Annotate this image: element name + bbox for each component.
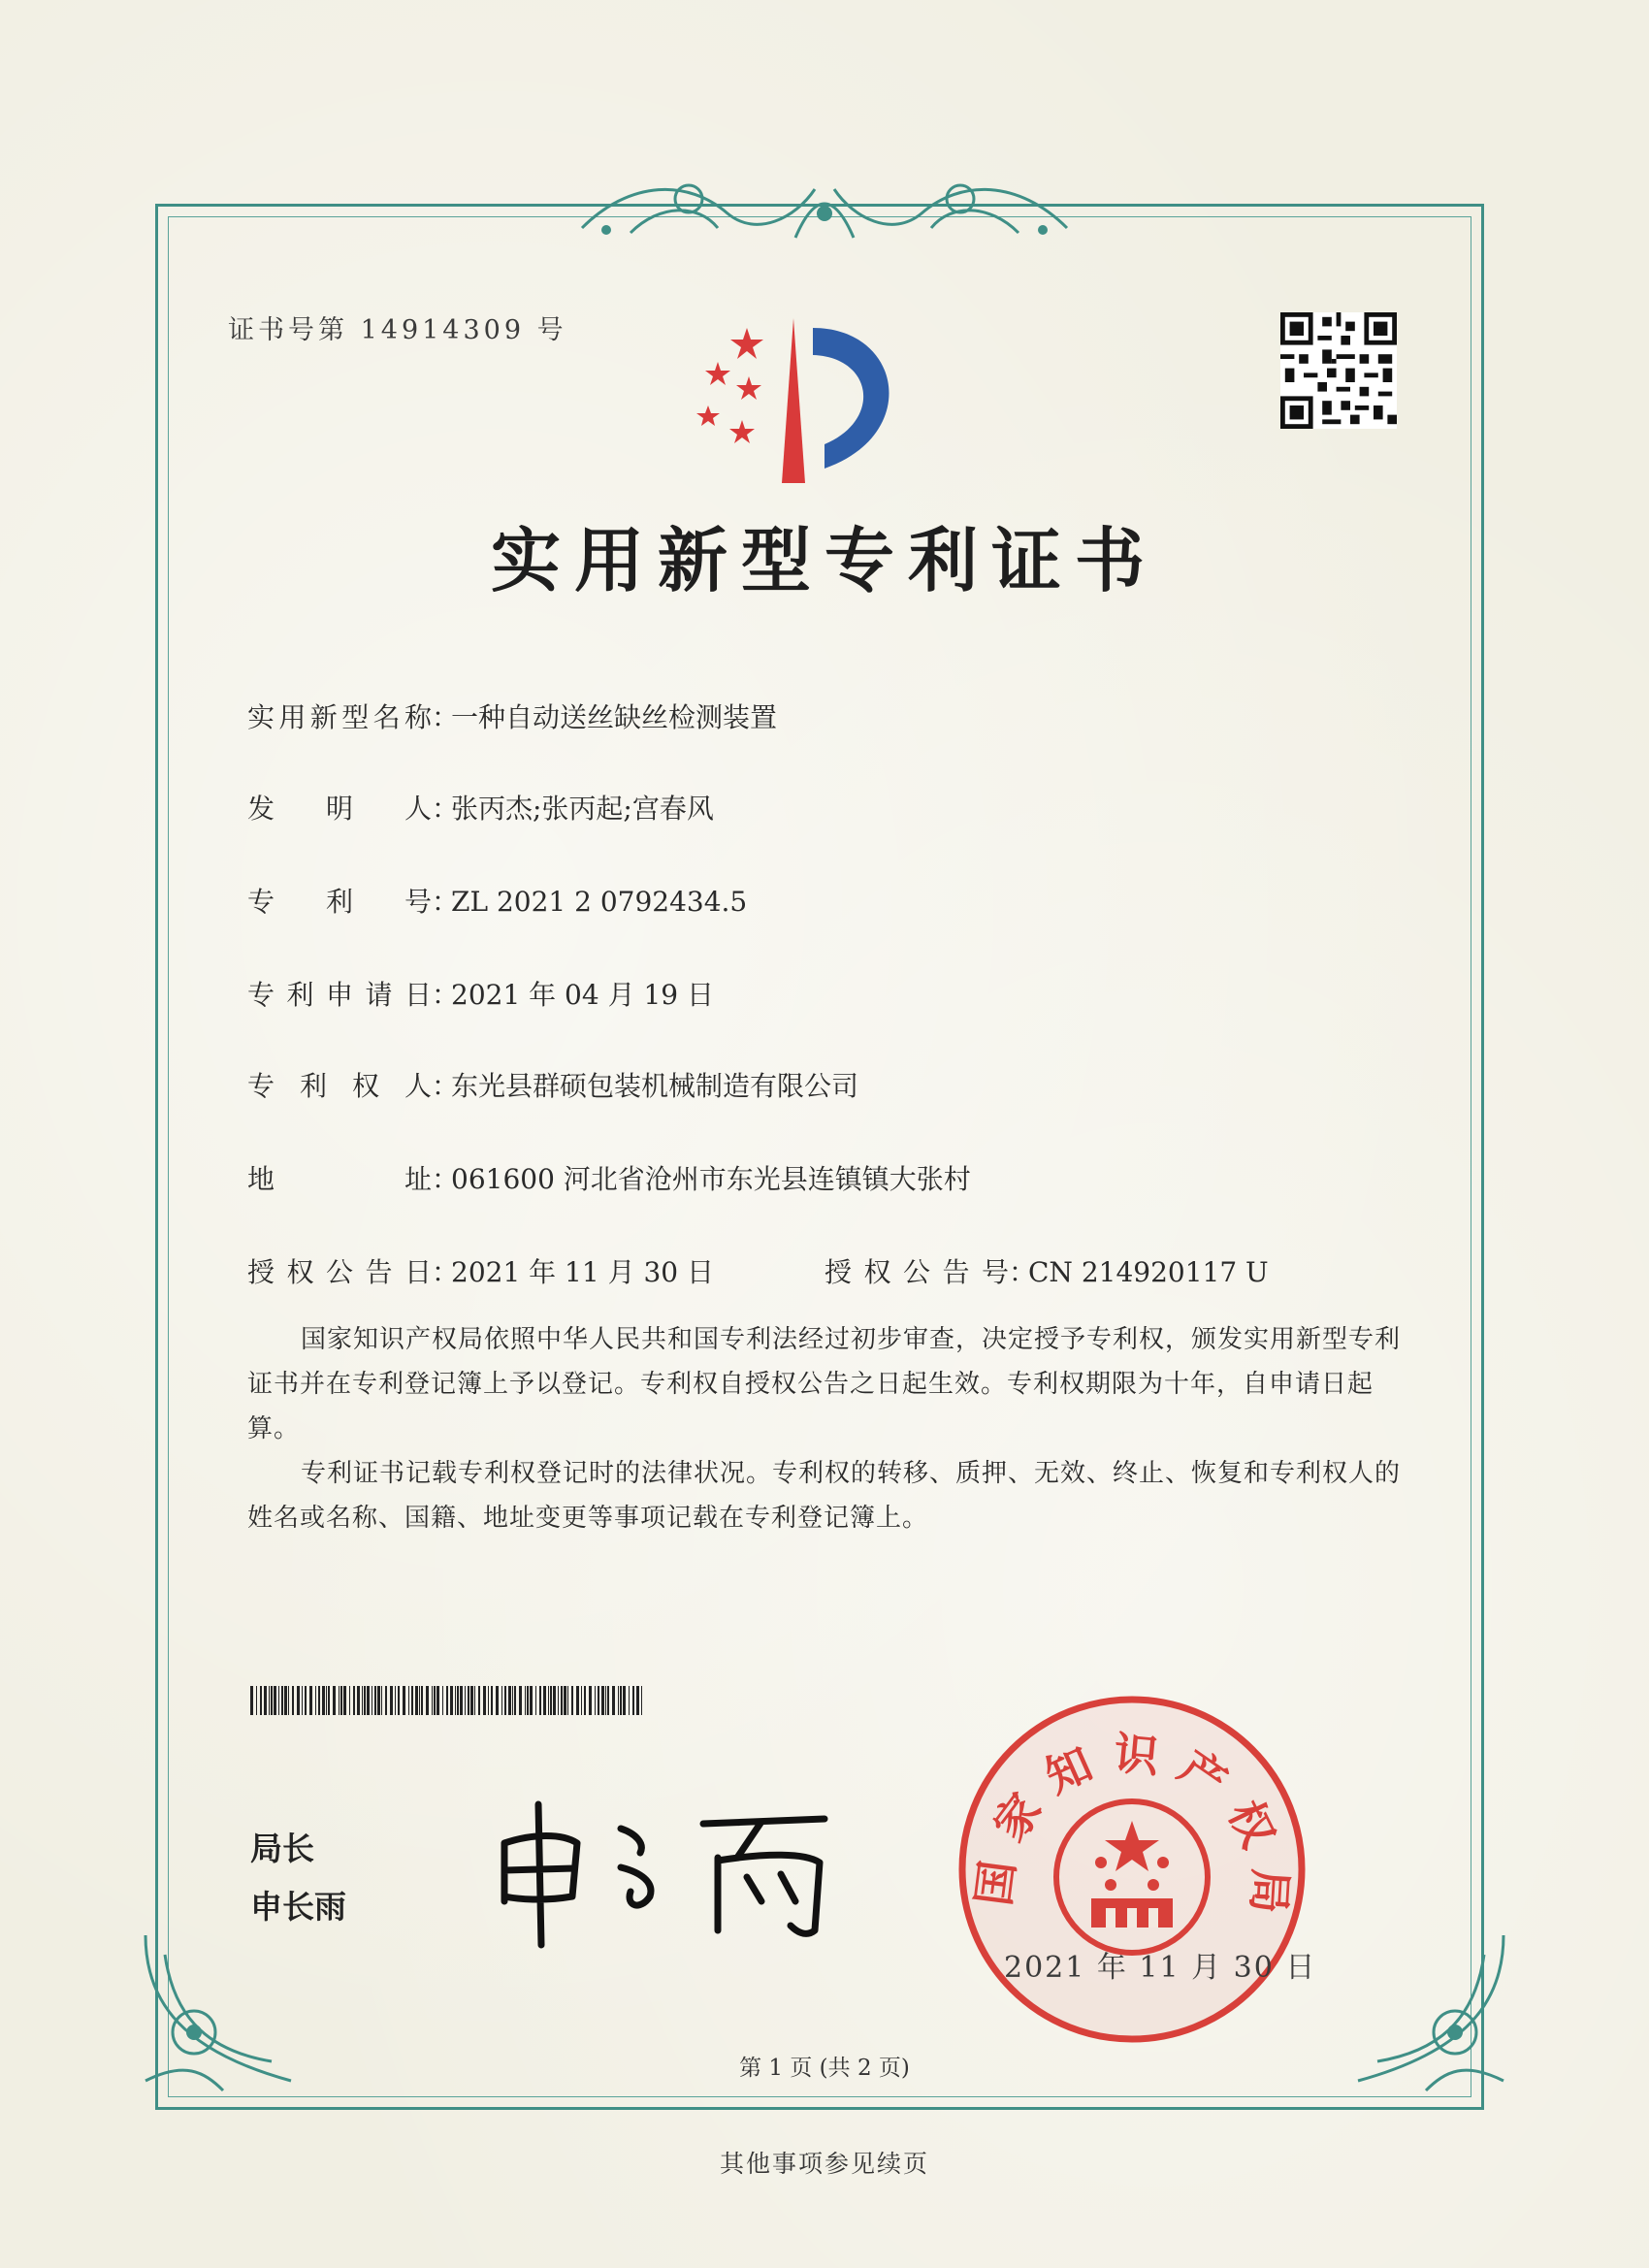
field-value: 一种自动送丝缺丝检测装置	[451, 701, 778, 733]
field-grant-date: 授权公告日：2021 年 11 月 30 日	[247, 1251, 714, 1290]
field-grant-number: 授权公告号：CN 214920117 U	[824, 1251, 1269, 1290]
statement-paragraph: 专利证书记载专利权登记时的法律状况。专利权的转移、质押、无效、终止、恢复和专利权人的姓名或名称、国籍、地址变更等事项记载在专利登记簿上。	[247, 1459, 1402, 1533]
field-value: CN 214920117 U	[1028, 1256, 1269, 1288]
field-label: 专利号	[247, 886, 432, 918]
cnipa-logo-icon	[689, 308, 931, 488]
field-inventor: 发明人：张丙杰;张丙起;宫春风	[247, 788, 714, 826]
field-label: 授权公告号	[824, 1256, 1009, 1288]
field-label: 专利申请日	[247, 979, 432, 1011]
barcode-icon	[250, 1686, 648, 1715]
field-label: 专利权人	[247, 1070, 432, 1102]
seal-text: 国家知识产权局	[966, 1726, 1298, 1933]
certificate-number-value: 14914309	[360, 315, 526, 345]
field-value: 东光县群硕包装机械制造有限公司	[451, 1070, 859, 1102]
field-value: 2021 年 11 月 30 日	[451, 1256, 715, 1288]
qr-code-icon	[1280, 312, 1397, 429]
field-address: 地址：061600 河北省沧州市东光县连镇镇大张村	[247, 1158, 971, 1197]
certificate-number-suffix: 号	[536, 315, 567, 345]
director-name: 申长雨	[250, 1888, 346, 1926]
field-patent-holder: 专利权人：东光县群硕包装机械制造有限公司	[247, 1065, 858, 1104]
field-value: ZL 2021 2 0792434.5	[451, 886, 748, 918]
field-label: 授权公告日	[247, 1256, 432, 1288]
certificate-title: 实用新型专利证书	[490, 520, 1158, 601]
certificate-number	[228, 308, 567, 346]
field-utility-model-name: 实用新型名称：一种自动送丝缺丝检测装置	[247, 697, 777, 735]
field-value: 张丙杰;张丙起;宫春风	[451, 793, 714, 825]
field-label: 实用新型名称	[247, 701, 432, 733]
official-seal	[955, 1693, 1310, 2047]
footer-note: 其他事项参见续页	[719, 2150, 929, 2178]
field-application-date: 专利申请日：2021 年 04 月 19 日	[247, 974, 714, 1013]
director-title: 局长	[250, 1830, 314, 1867]
field-patent-number: 专利号：ZL 2021 2 0792434.5	[247, 881, 747, 920]
field-label: 地址	[247, 1163, 432, 1195]
page-number: 第 1 页 (共 2 页)	[739, 2056, 910, 2081]
statement-paragraph: 国家知识产权局依照中华人民共和国专利法经过初步审查，决定授予专利权，颁发实用新型专利证书并在专利登记簿上予以登记。专利权自授权公告之日起生效。专利权期限为十年，自申请日起算。	[247, 1325, 1402, 1443]
handwritten-signature	[485, 1785, 854, 1950]
top-ornament-icon	[572, 160, 1077, 252]
seal-date: 2021 年 11 月 30 日	[1004, 1951, 1317, 1985]
field-label: 发明人	[247, 793, 432, 825]
certificate-number-prefix: 证书号第	[228, 315, 348, 345]
field-value: 2021 年 04 月 19 日	[451, 979, 715, 1011]
field-value: 061600 河北省沧州市东光县连镇镇大张村	[451, 1163, 971, 1195]
